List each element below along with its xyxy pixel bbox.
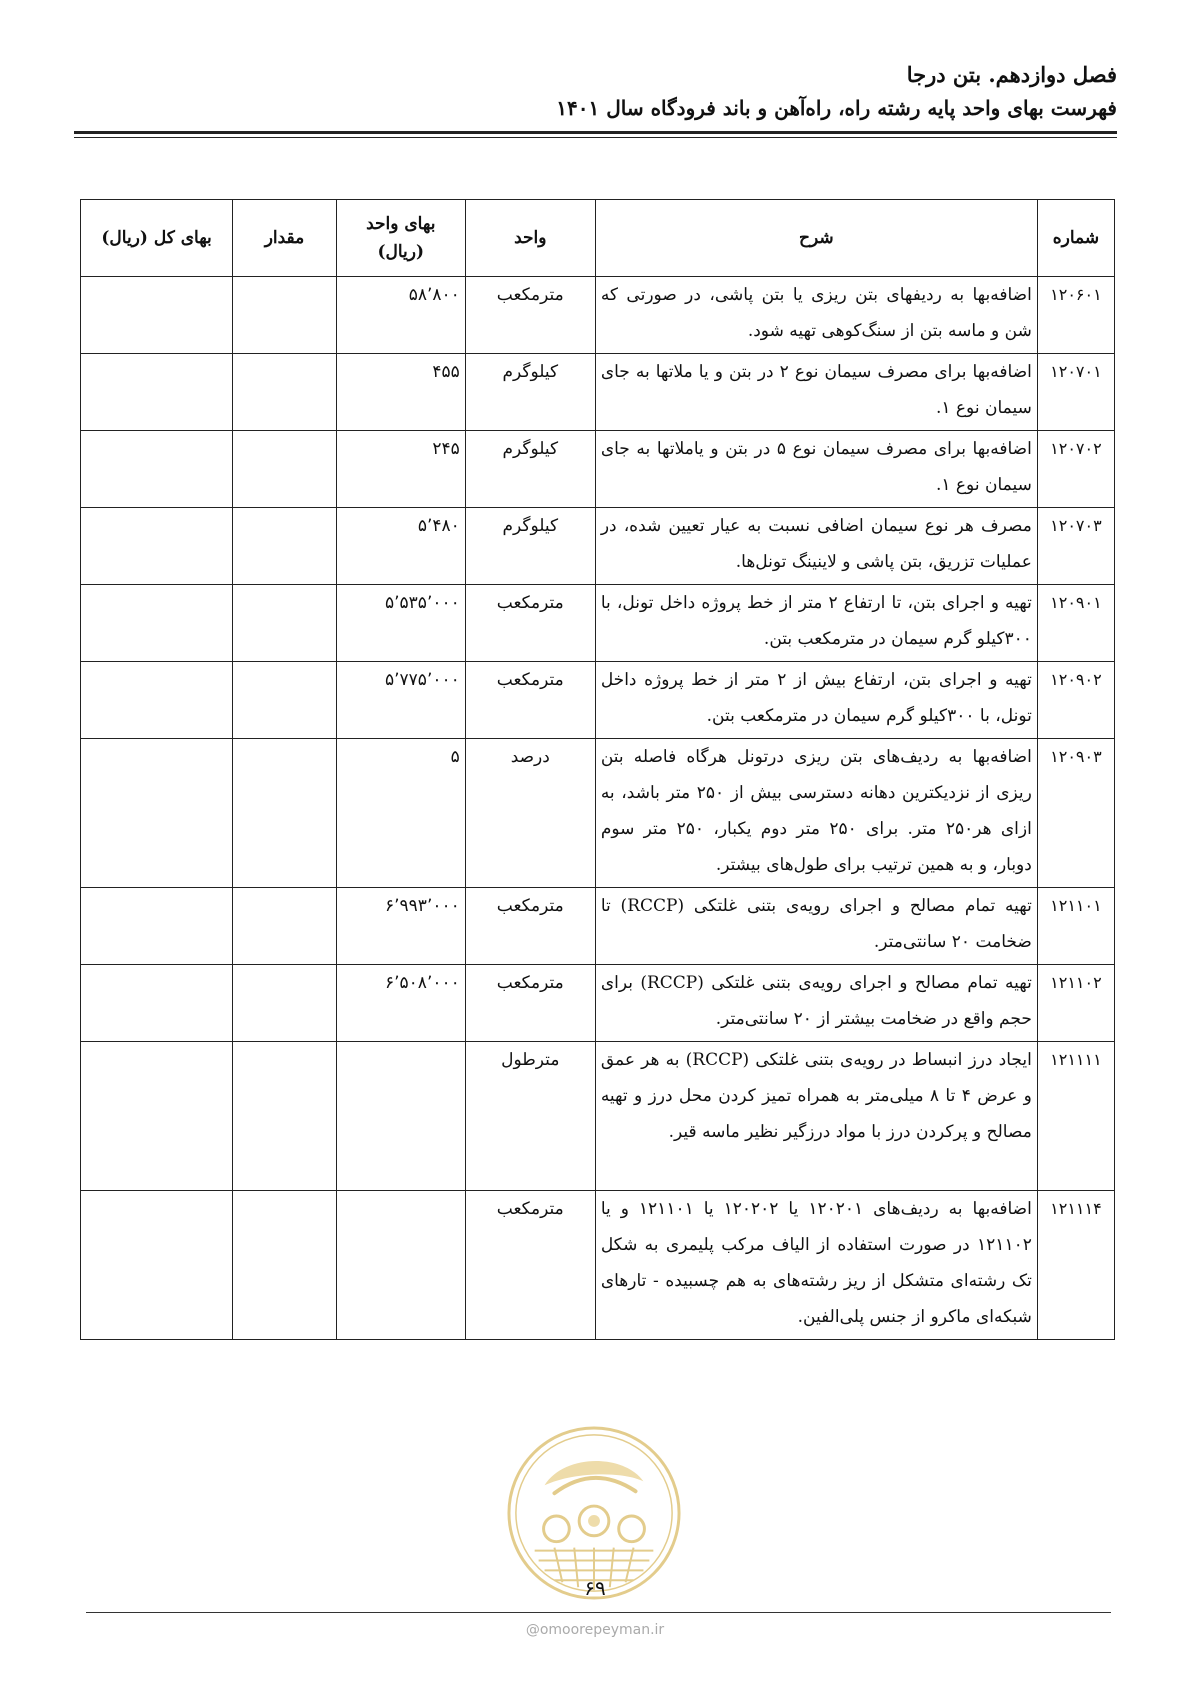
- col-header-unit-price: [336, 200, 465, 277]
- table-row: [81, 508, 1115, 585]
- item-number: ۱۲۰۷۰۲: [1037, 431, 1114, 508]
- table-row: [81, 739, 1115, 888]
- item-total: [81, 662, 233, 739]
- item-description: تهیه و اجرای بتن، ارتفاع بیش از ۲ متر از خط پروژه داخل تونل، با ۳۰۰کیلو گرم سیمان در مترمکعب بتن.: [595, 662, 1037, 739]
- item-quantity: [233, 508, 337, 585]
- item-total: [81, 585, 233, 662]
- table-row: [81, 277, 1115, 354]
- item-unit: درصد: [465, 739, 595, 888]
- item-number: ۱۲۱۱۰۱: [1037, 888, 1114, 965]
- item-unit-price: ۵٬۴۸۰: [336, 508, 465, 585]
- item-unit: کیلوگرم: [465, 431, 595, 508]
- item-description: مصرف هر نوع سیمان اضافی نسبت به عیار تعیین شده، در عملیات تزریق، بتن پاشی و لاینینگ تونل‌ها.: [595, 508, 1037, 585]
- item-total: [81, 1191, 233, 1340]
- item-quantity: [233, 354, 337, 431]
- item-unit-price: [336, 1191, 465, 1340]
- page-header: [74, 58, 1117, 124]
- table-row: [81, 354, 1115, 431]
- col-header-unit-price-line1: بهای واحد: [366, 214, 436, 234]
- col-header-total: بهای کل (ریال): [81, 200, 233, 277]
- item-total: [81, 965, 233, 1042]
- item-total: [81, 354, 233, 431]
- page-number: ۶۹: [584, 1576, 606, 1600]
- item-quantity: [233, 1191, 337, 1340]
- item-number: ۱۲۱۱۱۴: [1037, 1191, 1114, 1340]
- item-unit: مترمکعب: [465, 662, 595, 739]
- item-quantity: [233, 662, 337, 739]
- table-row: [81, 1042, 1115, 1191]
- seal-gear-right: [619, 1516, 645, 1542]
- item-unit: کیلوگرم: [465, 354, 595, 431]
- item-description: تهیه تمام مصالح و اجرای رویه‌ی بتنی غلتکی (RCCP) برای حجم واقع در ضخامت بیشتر از ۲۰ سانتی‌متر.: [595, 965, 1037, 1042]
- header-rule-thick: [74, 131, 1117, 134]
- item-number: ۱۲۰۷۰۳: [1037, 508, 1114, 585]
- item-number: ۱۲۰۹۰۳: [1037, 739, 1114, 888]
- item-unit-price: ۶٬۹۹۳٬۰۰۰: [336, 888, 465, 965]
- item-quantity: [233, 965, 337, 1042]
- item-description: تهیه تمام مصالح و اجرای رویه‌ی بتنی غلتکی (RCCP) تا ضخامت ۲۰ سانتی‌متر.: [595, 888, 1037, 965]
- item-number: ۱۲۰۷۰۱: [1037, 354, 1114, 431]
- item-total: [81, 739, 233, 888]
- seal-gear-hub: [588, 1515, 600, 1527]
- item-unit: مترمکعب: [465, 585, 595, 662]
- item-unit: مترمکعب: [465, 965, 595, 1042]
- item-total: [81, 508, 233, 585]
- item-quantity: [233, 888, 337, 965]
- col-header-quantity: مقدار: [233, 200, 337, 277]
- item-total: [81, 277, 233, 354]
- table-row: [81, 888, 1115, 965]
- item-description: اضافه‌بها به ردیفهای بتن ریزی یا بتن پاشی، در صورتی که شن و ماسه بتن از سنگ‌کوهی تهیه شود.: [595, 277, 1037, 354]
- item-unit-price: ۵۸٬۸۰۰: [336, 277, 465, 354]
- item-unit: مترمکعب: [465, 888, 595, 965]
- watermark-site: @omoorepeyman.ir: [525, 1622, 665, 1638]
- item-unit-price: ۴۵۵: [336, 354, 465, 431]
- chapter-title: فصل دوازدهم. بتن درجا: [906, 62, 1117, 87]
- item-description: اضافه‌بها به ردیف‌های ۱۲۰۲۰۱ یا ۱۲۰۲۰۲ یا ۱۲۱۱۰۱ و یا ۱۲۱۱۰۲ در صورت استفاده از الیاف مرکب پلیمری به شکل تک رشته‌ای متشکل از ریز رشته‌های به هم چسبیده - تارهای شبکه‌ای ماکرو از جنس پلی‌الفین.: [595, 1191, 1037, 1340]
- item-description: اضافه‌بها برای مصرف سیمان نوع ۵ در بتن و یاملاتها به جای سیمان نوع ۱.: [595, 431, 1037, 508]
- item-description: اضافه‌بها برای مصرف سیمان نوع ۲ در بتن و یا ملاتها به جای سیمان نوع ۱.: [595, 354, 1037, 431]
- item-description: ایجاد درز انبساط در رویه‌ی بتنی غلتکی (RCCP) به هر عمق و عرض ۴ تا ۸ میلی‌متر به همراه تمیز کردن محل درز و تهیه مصالح و پرکردن درز با مواد درزگیر نظیر ماسه قیر.: [595, 1042, 1037, 1191]
- item-unit-price: ۵: [336, 739, 465, 888]
- item-number: ۱۲۱۱۱۱: [1037, 1042, 1114, 1191]
- item-description: تهیه و اجرای بتن، تا ارتفاع ۲ متر از خط پروژه داخل تونل، با ۳۰۰کیلو گرم سیمان در مترمکعب بتن.: [595, 585, 1037, 662]
- item-quantity: [233, 277, 337, 354]
- table-header-row: [81, 200, 1115, 277]
- table-row: [81, 585, 1115, 662]
- item-unit: کیلوگرم: [465, 508, 595, 585]
- header-rule-thin: [74, 137, 1117, 138]
- col-header-number: شماره: [1037, 200, 1114, 277]
- item-total: [81, 888, 233, 965]
- table-row: [81, 662, 1115, 739]
- item-number: ۱۲۱۱۰۲: [1037, 965, 1114, 1042]
- price-list-table: [80, 199, 1115, 1340]
- col-header-description: شرح: [595, 200, 1037, 277]
- item-unit-price: [336, 1042, 465, 1191]
- item-unit-price: ۵٬۵۳۵٬۰۰۰: [336, 585, 465, 662]
- footer-rule: [86, 1612, 1111, 1613]
- col-header-unit-price-line2: (ریال): [377, 242, 425, 262]
- item-unit: مترمکعب: [465, 1191, 595, 1340]
- document-subtitle: فهرست بهای واحد پایه رشته راه، راه‌آهن و باند فرودگاه سال ۱۴۰۱: [556, 96, 1117, 120]
- col-header-unit: واحد: [465, 200, 595, 277]
- seal-gear-left: [544, 1516, 570, 1542]
- item-quantity: [233, 585, 337, 662]
- item-unit: مترطول: [465, 1042, 595, 1191]
- item-total: [81, 1042, 233, 1191]
- seal-calligraphy-stroke: [554, 1478, 635, 1493]
- item-unit-price: ۵٬۷۷۵٬۰۰۰: [336, 662, 465, 739]
- item-quantity: [233, 1042, 337, 1191]
- table-row: [81, 965, 1115, 1042]
- item-description: اضافه‌بها به ردیف‌های بتن ریزی درتونل هرگاه فاصله بتن ریزی از نزدیکترین دهانه دسترسی بیش از ۲۵۰ متر باشد، به ازای هر۲۵۰ متر. برای ۲۵۰ متر دوم یکبار، ۲۵۰ متر سوم دوبار، و به همین ترتیب برای طول‌های بیشتر.: [595, 739, 1037, 888]
- item-unit: مترمکعب: [465, 277, 595, 354]
- seal-calligraphy: [545, 1461, 644, 1485]
- item-quantity: [233, 739, 337, 888]
- item-unit-price: ۲۴۵: [336, 431, 465, 508]
- item-number: ۱۲۰۶۰۱: [1037, 277, 1114, 354]
- item-number: ۱۲۰۹۰۱: [1037, 585, 1114, 662]
- item-unit-price: ۶٬۵۰۸٬۰۰۰: [336, 965, 465, 1042]
- item-quantity: [233, 431, 337, 508]
- item-total: [81, 431, 233, 508]
- table-row: [81, 431, 1115, 508]
- table-row: [81, 1191, 1115, 1340]
- item-number: ۱۲۰۹۰۲: [1037, 662, 1114, 739]
